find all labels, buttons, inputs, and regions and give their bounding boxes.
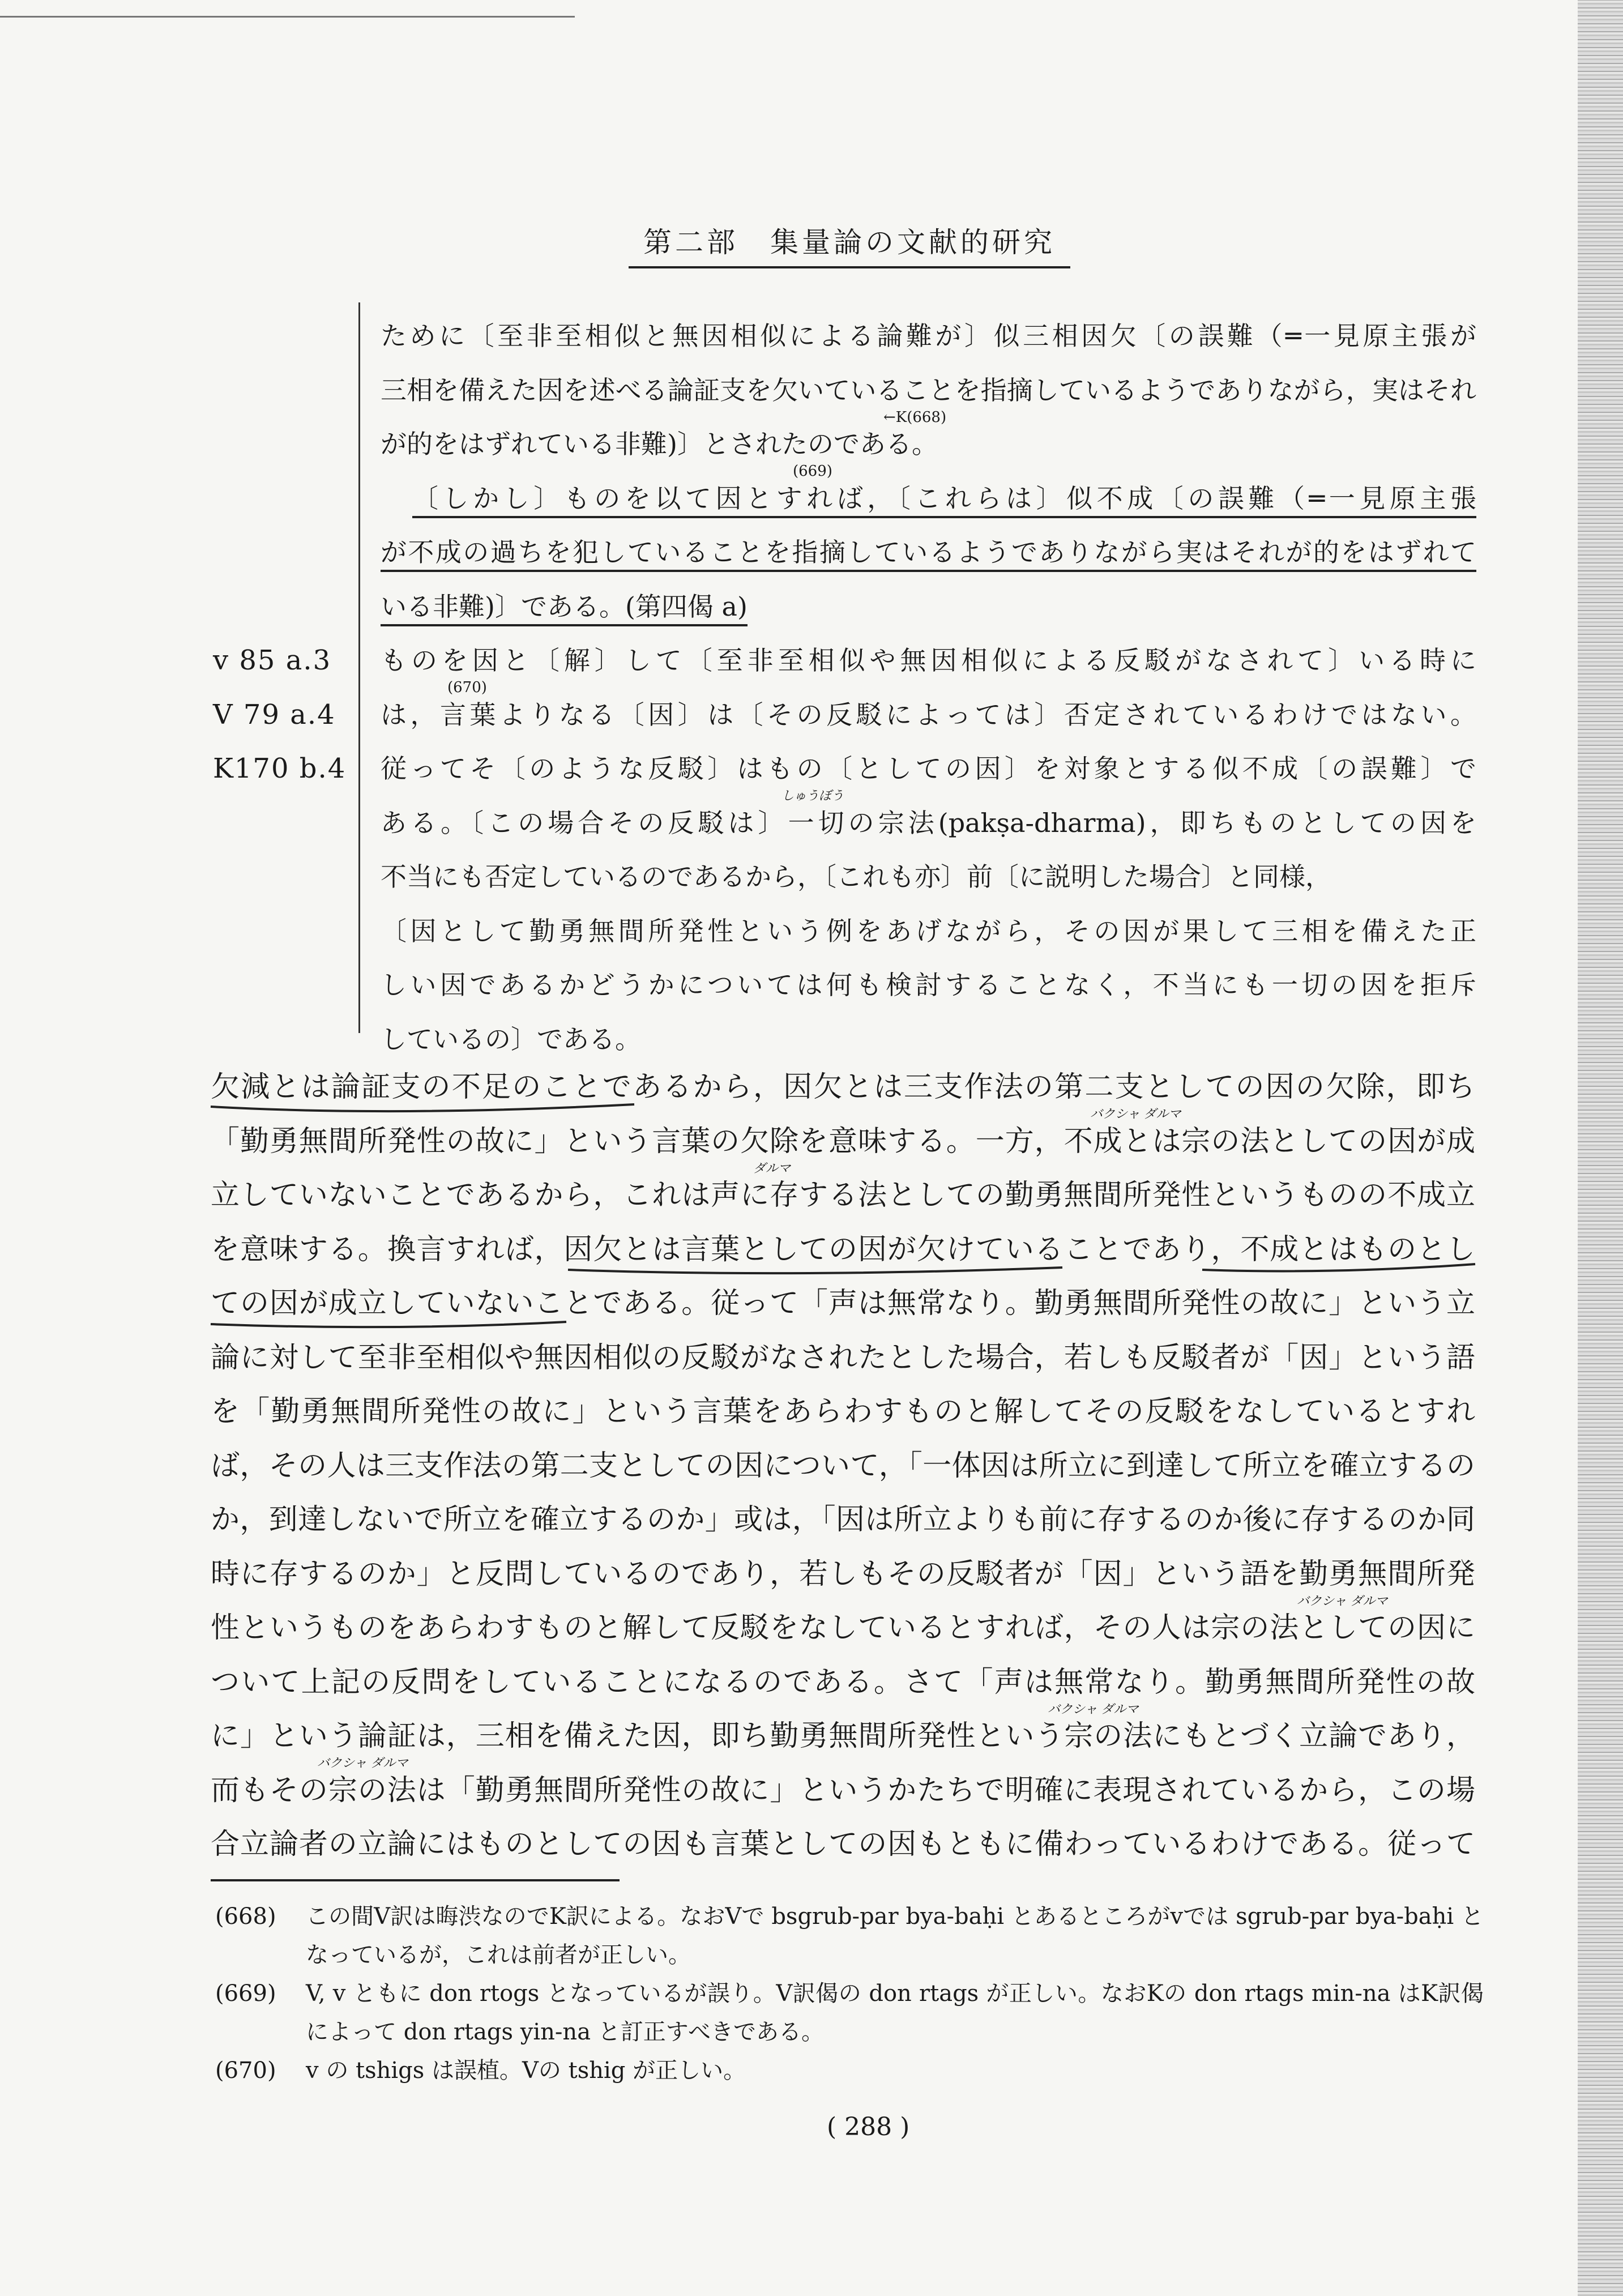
text-line: 不当にも否定しているのであるから，〔これも亦〕前〔に説明した場合〕と同様， [381,861,1331,892]
footnote-number: (668) [215,1904,276,1930]
text-line: か，到達しないで所立を確立するのか」或は，「因は所立よりも前に存するのか後に存するのか同 [211,1503,1475,1537]
translation-block [381,319,1476,1076]
text-line [381,535,1476,569]
margin-ref: v 85 a.3 [213,645,332,676]
text-line: を「勤勇無間所発性の故に」という言葉をあらわすものと解してその反駁をなしているとすれ [211,1395,1475,1428]
ruby: ダルマ [753,1162,791,1176]
text-line: 而もその宗の法は「勤勇無間所発性の故に」というかたちで明確に表現されているから，この場 [211,1773,1475,1807]
scan-edge-noise [1578,0,1623,2296]
text-line: 〔因として勤勇無間所発性という例をあげながら，その因が果して三相を備えた正 [381,915,1476,946]
footnote [215,1897,1484,1974]
text-line: ために〔至非至相似と無因相似による論難が〕似三相因欠〔の誤難（═一見原主張が [381,321,1476,351]
footnote-ref-670: (670) [447,679,487,696]
underlined-text: 〔しかし〕ものを以て因とすれば，〔これらは〕似不成〔の誤難（═一見原主張 [412,483,1476,518]
text-line [381,590,1476,624]
text-line: 立していないことであるから，これは声に存する法としての勤勇無間所発性というものの不成立 [211,1179,1475,1212]
footnote-text: v の tshigs は誤植。Vの tshig が正しい。 [306,2058,746,2084]
footnote [215,2051,1484,2090]
underlined-text: いる非難)〕である。(第四偈 a) [381,591,748,626]
page-number: ( 288 ) [827,2113,910,2141]
running-head: 第二部 集量論の文献的研究 [629,220,1070,268]
text-line: 従ってそ〔のような反駁〕はもの〔としての因〕を対象とする似不成〔の誤難〕で [381,753,1476,784]
footnote-number: (670) [215,2058,276,2084]
text-line: 時に存するのか」と反問しているのであり，若しもその反駁者が「因」という語を勤勇無間所発 [211,1557,1475,1591]
text-line [381,481,1476,515]
underlined-text: が不成の過ちを犯していることを指摘しているようでありながら実はそれが的をはずれて [381,537,1476,572]
text-line: ものを因と〔解〕して〔至非至相似や無因相似による反駁がなされて〕いる時に [381,645,1477,676]
ruby: バクシャ ダルマ [1048,1702,1139,1717]
text-line: ば，その人は三支作法の第二支としての因について，「一体因は所立に到達して所立を確立するの [211,1449,1475,1483]
ruby: バクシャ ダルマ [317,1756,408,1770]
footnote-ref-669: (669) [793,463,832,480]
text-line: しているの〕である。 [381,1023,641,1055]
quotation-rule [358,302,360,1033]
text-line: 合立論者の立論にはものとしての因も言葉としての因もともに備わっているわけである。従って [211,1828,1475,1861]
text-line: は，言葉よりなる〔因〕は〔その反駁によっては〕否定されているわけではない。 [381,699,1476,730]
ruby: バクシャ ダルマ [1297,1594,1388,1608]
text-line: しい因であるかどうかについては何も検討することなく，不当にも一切の因を拒斥 [381,970,1476,1000]
ruby: しゅうぼう [781,789,844,803]
text-line: が的をはずれている非難)〕とされたのである。 [381,429,938,459]
footnote [215,1974,1484,2051]
text-line: を意味する。換言すれば，因欠とは言葉としての因が欠けていることであり，不成とはものとし [211,1232,1475,1266]
ruby: バクシャ ダルマ [1090,1107,1181,1121]
text-line: 論に対して至非至相似や無因相似の反駁がなされたとした場合，若しも反駁者が「因」という語 [211,1341,1475,1375]
footnote-rule [211,1879,620,1881]
text-line: ての因が成立していないことである。従って「声は無常なり。勤勇無間所発性の故に」という立 [211,1287,1475,1320]
text-line: 「勤勇無間所発性の故に」という言葉の欠除を意味する。一方，不成とは宗の法としての因が成 [211,1124,1475,1158]
margin-ref: V 79 a.4 [213,698,336,731]
top-rule [0,16,575,18]
footnotes [215,1897,1484,2090]
text-line: 性というものをあらわすものと解して反駁をなしているとすれば，その人は宗の法としての因に [211,1611,1475,1645]
footnote-number: (669) [215,1981,276,2007]
text-line: ついて上記の反問をしていることになるのである。さて「声は無常なり。勤勇無間所発性の故 [211,1665,1475,1699]
text-line: 三相を備えた因を述べる論証支を欠いていることを指摘しているようでありながら，実はそれ [381,374,1476,406]
text-line: 欠減とは論証支の不足のことであるから，因欠とは三支作法の第二支としての因の欠除，即ち [211,1070,1475,1104]
footnote-text: この間V訳は晦渋なのでK訳による。なおVで bsgrub-par bya-baḥi とあるところがvでは sgrub-par bya-baḥi となっているが，これは前者が正しい。 [306,1904,1484,1968]
footnote-text: V, v ともに don rtogs となっているが誤り。V訳偈の don rtags が正しい。なおKの don rtags min-na はK訳偈によって don rtags yin-na と訂正すべきである。 [306,1981,1484,2045]
margin-ref: K170 b.4 [213,753,347,784]
footnote-ref-668: ←K(668) [883,409,947,426]
text-line: ある。〔この場合その反駁は〕一切の宗法(pakṣa-dharma)，即ちものとしての因を [381,807,1476,838]
text-line: に」という論証は，三相を備えた因，即ち勤勇無間所発性という宗の法にもとづく立論であり， [211,1719,1475,1753]
